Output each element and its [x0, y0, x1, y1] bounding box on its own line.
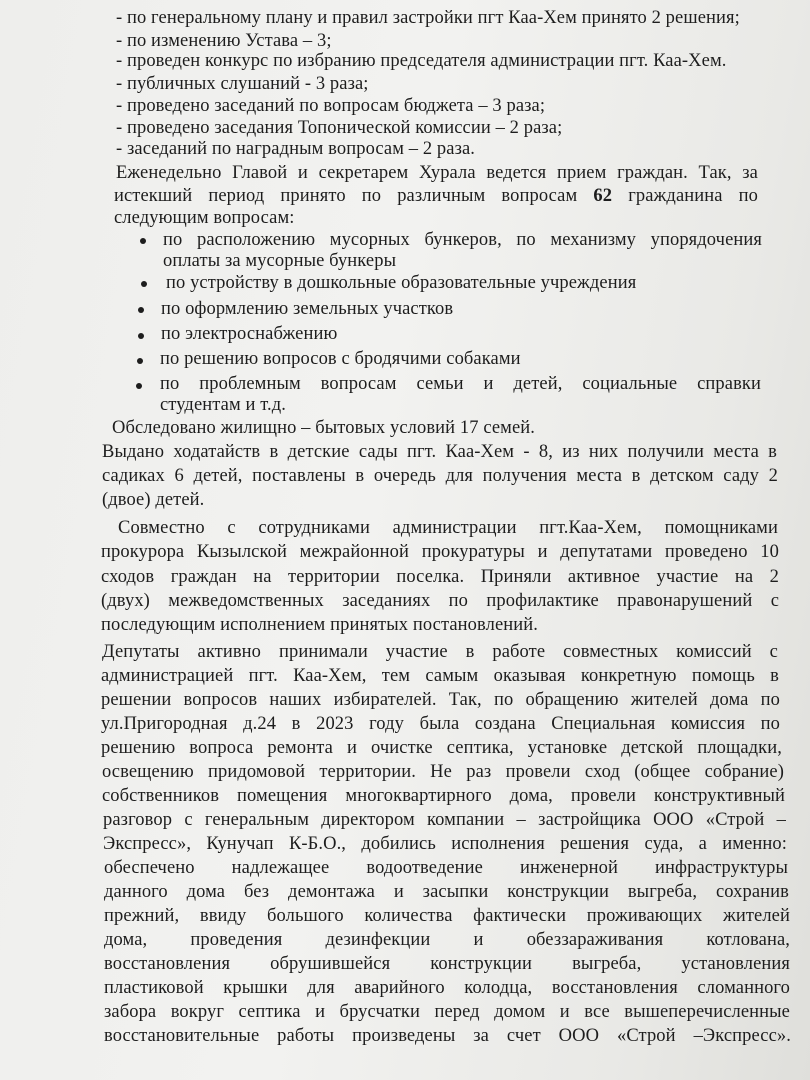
deputies-line: Депутаты активно принимали участие в работе совместных комиссий с	[102, 642, 778, 662]
reception-line: Еженедельно Главой и секретарем Хурала ведется прием граждан. Так, за	[116, 163, 758, 183]
bullet-text: оплаты за мусорные бункеры	[163, 251, 397, 271]
list-item: - проведено заседаний по вопросам бюджета – 3 раза;	[116, 96, 546, 116]
reception-text: гражданина по	[612, 186, 759, 206]
joint-line: последующим исполнением принятых постановлений.	[101, 615, 538, 635]
joint-line: Совместно с сотрудниками администрации пгт.Каа-Хем, помощниками	[118, 518, 778, 538]
bullet-dot	[140, 238, 146, 244]
bullet-dot	[138, 307, 144, 313]
bullet-text: по электроснабжению	[161, 324, 338, 344]
deputies-line: данного дома без демонтажа и засыпки конструкции выгреба, сохранив	[104, 882, 789, 902]
deputies-line: дома, проведения дезинфекции и обеззараживания котлована,	[104, 930, 790, 950]
kindergarten-line: садиках 6 детей, поставлены в очередь для получения места в детском саду 2	[102, 466, 778, 486]
deputies-line: забора вокруг септика и брусчатки перед домом и все вышеперечисленные	[104, 1002, 790, 1022]
bullet-text: по решению вопросов с бродячими собаками	[160, 349, 521, 369]
bullet-dot	[136, 383, 142, 389]
deputies-line: пластиковой крышки для аварийного колодца, восстановления сломанного	[104, 978, 790, 998]
deputies-line: собственников помещения многоквартирного дома, провели конструктивный	[102, 786, 785, 806]
joint-line: сходов граждан на территории поселка. Приняли активное участие на 2	[101, 567, 779, 587]
bullet-dot	[138, 333, 144, 339]
deputies-line: администрацией пгт. Каа-Хем, тем самым оказывая конкретную помощь в	[101, 666, 779, 686]
deputies-line: Экспресс», Кунучап К-Б.О., добились исполнения решения суда, а именно:	[103, 834, 787, 854]
list-item: - по изменению Устава – 3;	[116, 31, 332, 51]
deputies-line: решению вопроса ремонта и очистке септика, установке детской площадки,	[101, 738, 782, 758]
bullet-text: по оформлению земельных участков	[161, 299, 454, 319]
bullet-dot	[137, 358, 143, 364]
bullet-text: студентам и т.д.	[160, 395, 286, 415]
list-item: - заседаний по наградным вопросам – 2 раза.	[116, 139, 476, 159]
bullet-text: по расположению мусорных бункеров, по механизму упорядочения	[163, 230, 762, 250]
kindergarten-line: (двое) детей.	[102, 490, 205, 510]
list-item: - по генеральному плану и правил застройки пгт Каа-Хем принято 2 решения;	[116, 8, 740, 28]
bullet-text: по устройству в дошкольные образовательные учреждения	[166, 273, 637, 293]
deputies-line: освещению придомовой территории. Не раз провели сход (общее собрание)	[102, 762, 784, 782]
citizens-count: 62	[593, 186, 613, 206]
joint-line: (двух) межведомственных заседаниях по профилактике правонарушений с	[101, 591, 779, 611]
deputies-line: ул.Пригородная д.24 в 2023 году была создана Специальная комиссия по	[101, 714, 780, 734]
joint-line: прокурора Кызылской межрайонной прокуратуры и депутатами проведено 10	[101, 542, 779, 562]
deputies-line: восстановительные работы произведены за счет ООО «Строй –Экспресс».	[104, 1026, 791, 1046]
deputies-line: восстановления обрушившейся конструкции выгреба, установления	[104, 954, 790, 974]
kindergarten-line: Выдано ходатайств в детские сады пгт. Каа-Хем - 8, из них получили места в	[102, 442, 777, 462]
list-item: - публичных слушаний - 3 раза;	[116, 74, 369, 94]
deputies-line: решении вопросов наших избирателей. Так, по обращению жителей дома по	[101, 690, 780, 710]
inspection-text: Обследовано жилищно – бытовых условий 17 семей.	[112, 418, 536, 438]
bullet-dot	[141, 281, 147, 287]
reception-text: истекший период принято по различным вопросам	[114, 186, 594, 206]
reception-line: следующим вопросам:	[114, 208, 295, 228]
reception-line	[114, 185, 758, 207]
deputies-line: обеспечено надлежащее водоотведение инженерной инфраструктуры	[104, 858, 788, 878]
deputies-line: разговор с генеральным директором компании – застройщика ООО «Строй –	[103, 810, 786, 830]
list-item: - проведен конкурс по избранию председателя администрации пгт. Каа-Хем.	[116, 51, 727, 71]
deputies-line: прежний, ввиду большого количества фактически проживающих жителей	[104, 906, 790, 926]
bullet-text: по проблемным вопросам семьи и детей, социальные справки	[160, 374, 761, 394]
list-item: - проведено заседания Топонической комиссии – 2 раза;	[116, 118, 563, 138]
